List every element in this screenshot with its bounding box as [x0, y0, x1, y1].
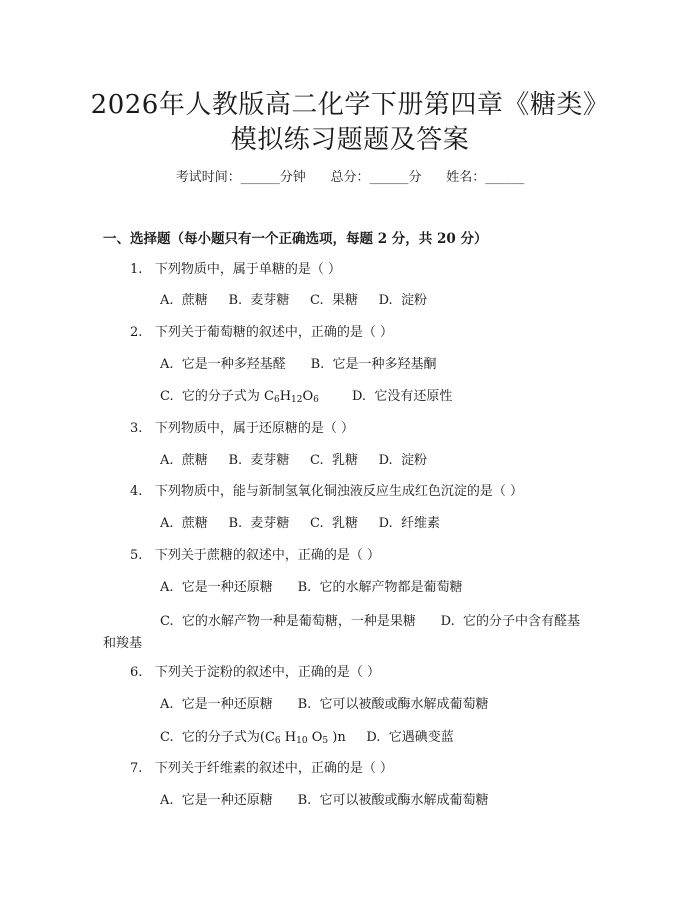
question-3-options: A. 蔗糖 B. 麦芽糖 C. 乳糖 D. 淀粉 [160, 453, 427, 468]
question-stem: 下列关于葡萄糖的叙述中，正确的是（ ） [154, 325, 393, 340]
question-6-options-ab: A. 它是一种还原糖 B. 它可以被酸或酶水解成葡萄糖 [160, 697, 489, 712]
document-title-line-1: 2026年人教版高二化学下册第四章《糖类》 [90, 90, 610, 120]
question-number: 4. [130, 484, 143, 499]
question-5-options-ab: A. 它是一种还原糖 B. 它的水解产物都是葡萄糖 [160, 580, 463, 595]
question-stem: 下列关于纤维素的叙述中，正确的是（ ） [154, 761, 393, 776]
question-7 [130, 758, 393, 780]
question-4 [130, 481, 523, 503]
question-stem: 下列物质中，属于还原糖的是（ ） [154, 421, 354, 436]
question-number: 5. [130, 548, 143, 563]
question-number: 1. [130, 262, 143, 277]
question-2 [130, 322, 393, 344]
question-4-options: A. 蔗糖 B. 麦芽糖 C. 乳糖 D. 纤维素 [160, 516, 440, 531]
question-number: 2. [130, 325, 143, 340]
question-number: 3. [130, 421, 143, 436]
document-title-line-2: 模拟练习题题及答案 [230, 125, 470, 155]
question-6-options-cd: C. 它的分子式为($C_6$ $H_{10}$ $O_5$ )n D. 它遇碘变蓝 [160, 730, 454, 746]
question-1-options: A. 蔗糖 B. 麦芽糖 C. 果糖 D. 淀粉 [160, 293, 427, 308]
question-6 [130, 662, 380, 684]
question-stem: 下列关于蔗糖的叙述中，正确的是（ ） [154, 548, 380, 563]
question-5 [130, 545, 380, 567]
question-5-options-continuation: 和羧基 [103, 636, 143, 651]
question-2-options-ab: A. 它是一种多羟基醛 B. 它是一种多羟基酮 [160, 357, 437, 372]
question-7-options-ab: A. 它是一种还原糖 B. 它可以被酸或酶水解成葡萄糖 [160, 793, 489, 808]
section-heading-multiple-choice: 一、选择题（每小题只有一个正确选项，每题 2 分，共 20 分） [103, 231, 488, 247]
question-number: 7. [130, 761, 143, 776]
question-stem: 下列物质中，属于单糖的是（ ） [154, 262, 341, 277]
question-3 [130, 418, 354, 440]
exam-info-line: 考试时间：______分钟 总分：______分 姓名：______ [175, 170, 525, 185]
question-stem: 下列物质中，能与新制氢氧化铜浊液反应生成红色沉淀的是（ ） [154, 484, 523, 499]
question-5-options-cd: C. 它的水解产物一种是葡萄糖，一种是果糖 D. 它的分子中含有醛基 [160, 614, 581, 629]
question-stem: 下列关于淀粉的叙述中，正确的是（ ） [154, 665, 380, 680]
question-number: 6. [130, 665, 143, 680]
question-2-options-cd: C. 它的分子式为 $C_6H_{12}O_6$ D. 它没有还原性 [160, 389, 453, 405]
question-1 [130, 259, 341, 281]
